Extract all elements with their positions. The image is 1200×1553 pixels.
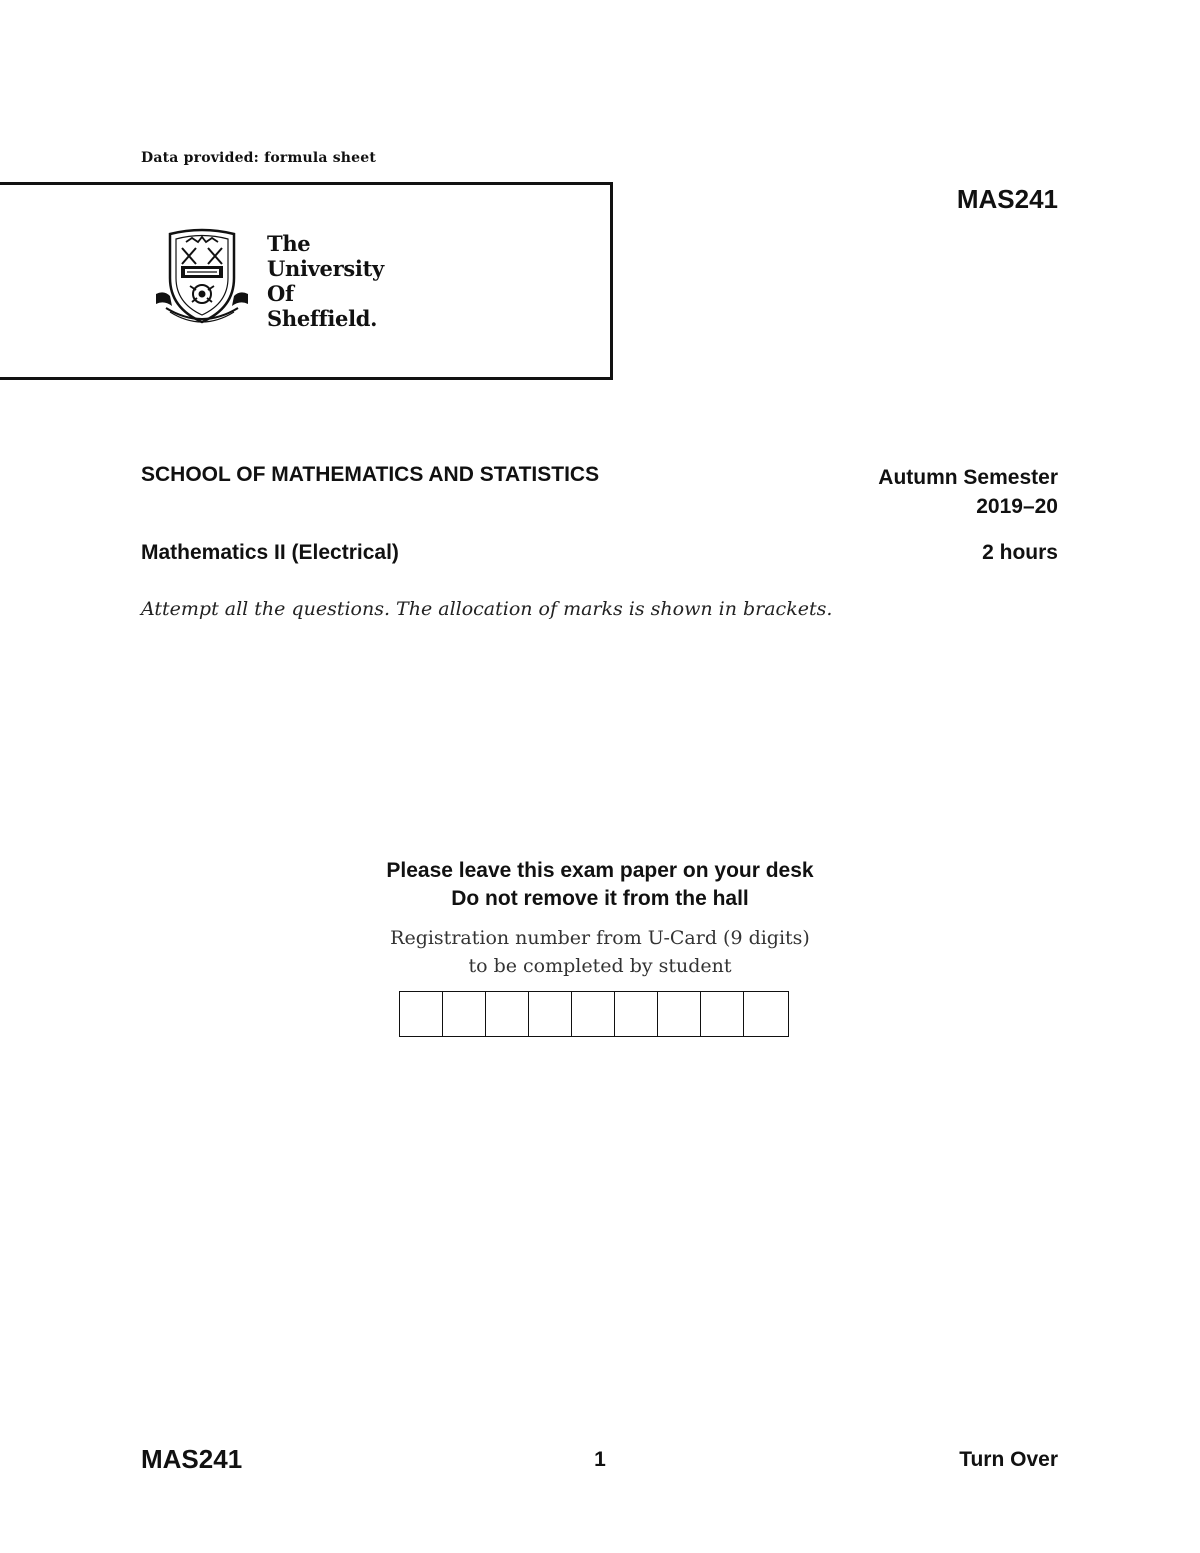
module-code-footer: MAS241 xyxy=(141,1444,243,1474)
module-code-header: MAS241 xyxy=(956,184,1058,214)
registration-digit-box[interactable] xyxy=(615,992,658,1036)
registration-digit-box[interactable] xyxy=(701,992,744,1036)
data-provided-note: Data provided: formula sheet xyxy=(141,150,377,166)
notice-line: Please leave this exam paper on your desk xyxy=(386,859,814,882)
registration-digit-box[interactable] xyxy=(443,992,486,1036)
university-name-line: Of xyxy=(267,281,294,306)
school-name: SCHOOL OF MATHEMATICS AND STATISTICS xyxy=(141,463,600,486)
registration-number-boxes xyxy=(399,991,789,1037)
registration-digit-box[interactable] xyxy=(529,992,572,1036)
turn-over-label: Turn Over xyxy=(959,1448,1058,1471)
exam-duration: 2 hours xyxy=(982,541,1058,564)
registration-digit-box[interactable] xyxy=(486,992,529,1036)
course-title: Mathematics II (Electrical) xyxy=(141,541,399,564)
registration-line: Registration number from U-Card (9 digits) xyxy=(390,927,810,949)
desk-notice xyxy=(0,857,1200,913)
university-name-line: Sheffield. xyxy=(267,306,378,331)
registration-digit-box[interactable] xyxy=(400,992,443,1036)
notice-line: Do not remove it from the hall xyxy=(451,887,749,910)
registration-line: to be completed by student xyxy=(468,955,732,977)
registration-digit-box[interactable] xyxy=(572,992,615,1036)
university-name-line: The xyxy=(267,231,311,256)
university-name-line: University xyxy=(267,256,384,281)
semester-info xyxy=(878,463,1058,521)
page-number: 1 xyxy=(594,1448,606,1471)
academic-year: 2019–20 xyxy=(976,495,1058,518)
semester-label: Autumn Semester xyxy=(878,466,1058,489)
registration-instructions xyxy=(0,924,1200,980)
registration-digit-box[interactable] xyxy=(658,992,701,1036)
exam-instructions: Attempt all the questions. The allocation of marks is shown in brackets. xyxy=(141,598,833,620)
university-name xyxy=(267,231,384,331)
registration-digit-box[interactable] xyxy=(744,992,788,1036)
university-crest-icon xyxy=(152,226,252,330)
